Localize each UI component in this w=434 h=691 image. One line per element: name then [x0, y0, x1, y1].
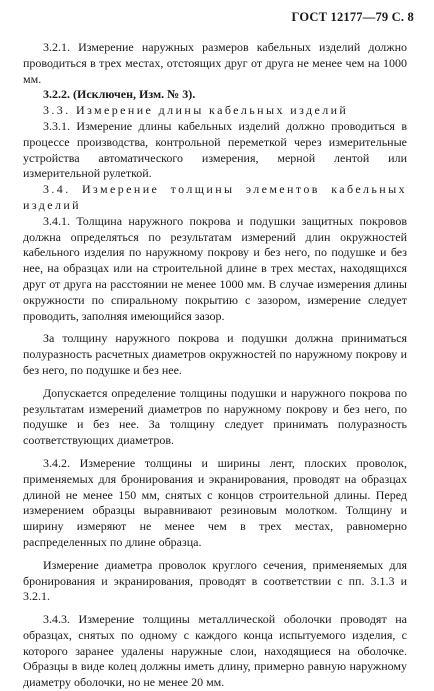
paragraph-3-3-1: 3.3.1. Измерение длины кабельных изделий должно проводиться в процессе производства, контрольной переметкой через измерительные устройства автоматического измерения, мерной лентой или измерительной рулеткой. [23, 118, 407, 181]
paragraph-cover-thickness: За толщину наружного покрова и подушки должна приниматься полуразность расчетных диаметров окружностей по наружному покрову и без него, по подушке и без нее. [23, 331, 407, 377]
section-heading-3-3: 3.3. Измерение длины кабельных изделий [43, 103, 349, 118]
paragraph-3-2-2 [23, 87, 407, 103]
document-body [23, 40, 407, 691]
paragraph-3-4-1: 3.4.1. Толщина наружного покрова и подушки защитных покровов должна определяться по результатам измерений длин окружностей кабельного изделия по наружному покрову и без него, по подушке и без нее, на образцах или на строительной длине в трех местах, находящихся друг от друга на расстоянии не менее 1000 мм. В случае измерения длины окружности по спиральному покрытию с зазором, измерение следует проводить, заполняя имеющийся зазор. [23, 213, 407, 323]
paragraph-3-4-3: 3.4.3. Измерение толщины металлической оболочки проводят на образцах, снятых по одному с каждого конца испытуемого изделия, с которого заранее удалены наружные слои, находящиеся на оболочке. Образцы в виде колец должны иметь длину, примерно равную наружному диаметру оболочки, но не менее 20 мм. [23, 612, 407, 690]
paragraph-wire-diameter: Измерение диаметра проволок круглого сечения, применяемых для бронирования и экранирования, проводят в соответствии с пп. 3.1.3 и 3.2.1. [23, 557, 407, 604]
paragraph-3-4-2: 3.4.2. Измерение толщины и ширины лент, плоских проволок, применяемых для бронирования и экранирования, проводят на образцах длиной не менее 150 мм, снятых с концов строительной длины. Перед измерением образцы выравнивают резиновым молотком. Толщину и ширину измеряют не менее чем в трех местах, равномерно распределенных по длине образца. [23, 455, 407, 549]
page-header: ГОСТ 12177—79 С. 8 [291, 10, 414, 24]
paragraph-3-2-1: 3.2.1. Измерение наружных размеров кабельных изделий должно проводиться в трех местах, отстоящих друг от друга не менее чем на 1000 мм. [23, 40, 407, 86]
paragraph-3-2-2-text: 3.2.2. (Исключен, Изм. № 3). [43, 87, 196, 102]
paragraph-allowed-method: Допускается определение толщины подушки и наружного покрова по результатам измерений диаметров по наружному покрову и без него, по подушке и без нее. За толщину следует принимать полуразность соответствующих диаметров. [23, 385, 407, 448]
section-heading-3-4: 3.4. Измерение толщины элементов кабельных изделий [23, 182, 407, 212]
